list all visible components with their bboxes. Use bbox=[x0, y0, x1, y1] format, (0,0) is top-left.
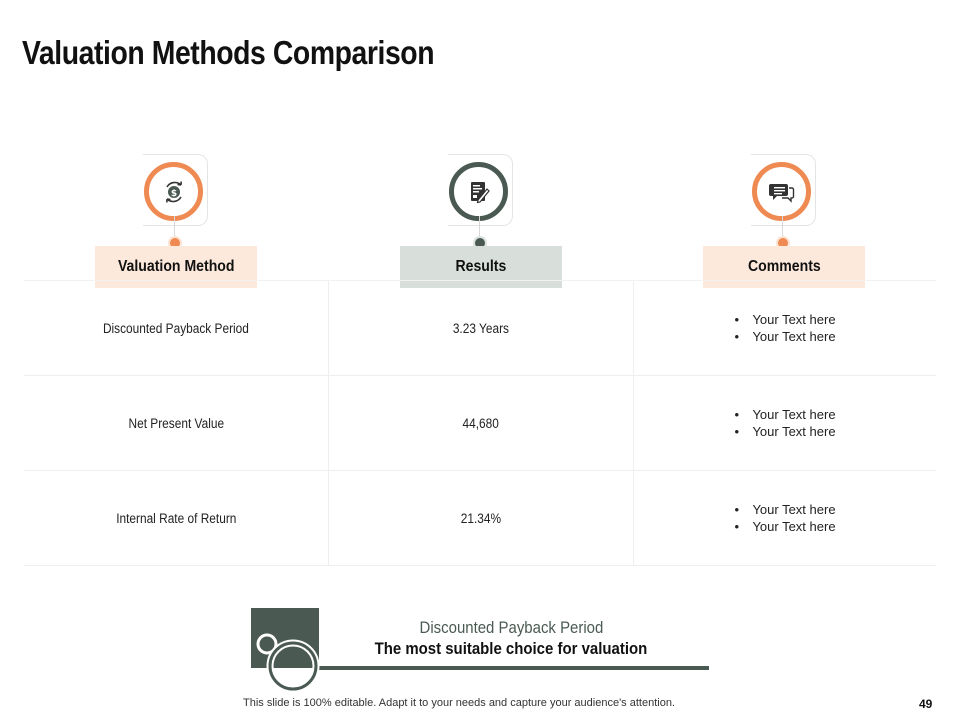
icon-ring bbox=[449, 162, 508, 221]
result-value: 44,680 bbox=[462, 415, 500, 431]
comment-text: Your Text here bbox=[752, 407, 836, 422]
connector-line bbox=[782, 216, 783, 236]
chat-bubbles-icon bbox=[768, 178, 796, 206]
result-cell bbox=[329, 471, 634, 565]
result-cell bbox=[329, 281, 634, 375]
column-header-valuation-method bbox=[95, 150, 257, 290]
result-value: 21.34% bbox=[460, 510, 502, 526]
conclusion-block bbox=[251, 608, 721, 693]
slide-title: Valuation Methods Comparison bbox=[22, 34, 435, 71]
document-pen-icon bbox=[465, 178, 493, 206]
header-label: Comments bbox=[747, 258, 821, 275]
conclusion-headline bbox=[351, 639, 671, 659]
icon-ring bbox=[752, 162, 811, 221]
conclusion-subtitle-text: Discounted Payback Period bbox=[419, 618, 603, 637]
comment-text: Your Text here bbox=[752, 519, 836, 534]
comment-item: • Your Text here bbox=[734, 424, 836, 439]
svg-text:$: $ bbox=[170, 188, 177, 199]
comment-item: • Your Text here bbox=[734, 329, 836, 344]
connector-line bbox=[174, 216, 175, 236]
comparison-table bbox=[24, 280, 936, 566]
conclusion-subtitle bbox=[371, 618, 651, 638]
comment-item: • Your Text here bbox=[734, 312, 836, 327]
table-row bbox=[24, 471, 936, 566]
method-cell bbox=[24, 376, 329, 470]
comment-item: • Your Text here bbox=[734, 519, 836, 534]
comments-cell bbox=[634, 471, 936, 565]
comment-list bbox=[734, 311, 835, 345]
method-label: Discounted Payback Period bbox=[103, 320, 249, 336]
comment-list bbox=[734, 501, 835, 535]
table-row bbox=[24, 376, 936, 471]
comments-cell bbox=[634, 281, 936, 375]
dollar-cycle-icon bbox=[160, 178, 188, 206]
method-label: Internal Rate of Return bbox=[115, 510, 237, 526]
comments-cell bbox=[634, 376, 936, 470]
result-value: 3.23 Years bbox=[452, 320, 510, 336]
method-cell bbox=[24, 281, 329, 375]
header-label: Valuation Method bbox=[117, 258, 235, 275]
footer-note: This slide is 100% editable. Adapt it to your needs and capture your audience's attention. bbox=[243, 697, 675, 709]
column-header-results bbox=[400, 150, 562, 290]
comment-text: Your Text here bbox=[752, 424, 836, 439]
page-number: 49 bbox=[919, 697, 933, 711]
column-header-comments bbox=[703, 150, 865, 290]
comment-list bbox=[734, 406, 835, 440]
connector-line bbox=[479, 216, 480, 236]
header-label: Results bbox=[455, 258, 507, 275]
conclusion-headline-text: The most suitable choice for valuation bbox=[374, 639, 648, 658]
method-cell bbox=[24, 471, 329, 565]
decorative-underline bbox=[319, 666, 709, 670]
comment-item: • Your Text here bbox=[734, 502, 836, 517]
result-cell bbox=[329, 376, 634, 470]
icon-ring bbox=[144, 162, 203, 221]
comment-text: Your Text here bbox=[752, 312, 836, 327]
comment-text: Your Text here bbox=[752, 502, 836, 517]
comment-text: Your Text here bbox=[752, 329, 836, 344]
table-row bbox=[24, 280, 936, 376]
comment-item: • Your Text here bbox=[734, 407, 836, 422]
method-label: Net Present Value bbox=[128, 415, 224, 431]
decorative-circles bbox=[251, 608, 331, 698]
